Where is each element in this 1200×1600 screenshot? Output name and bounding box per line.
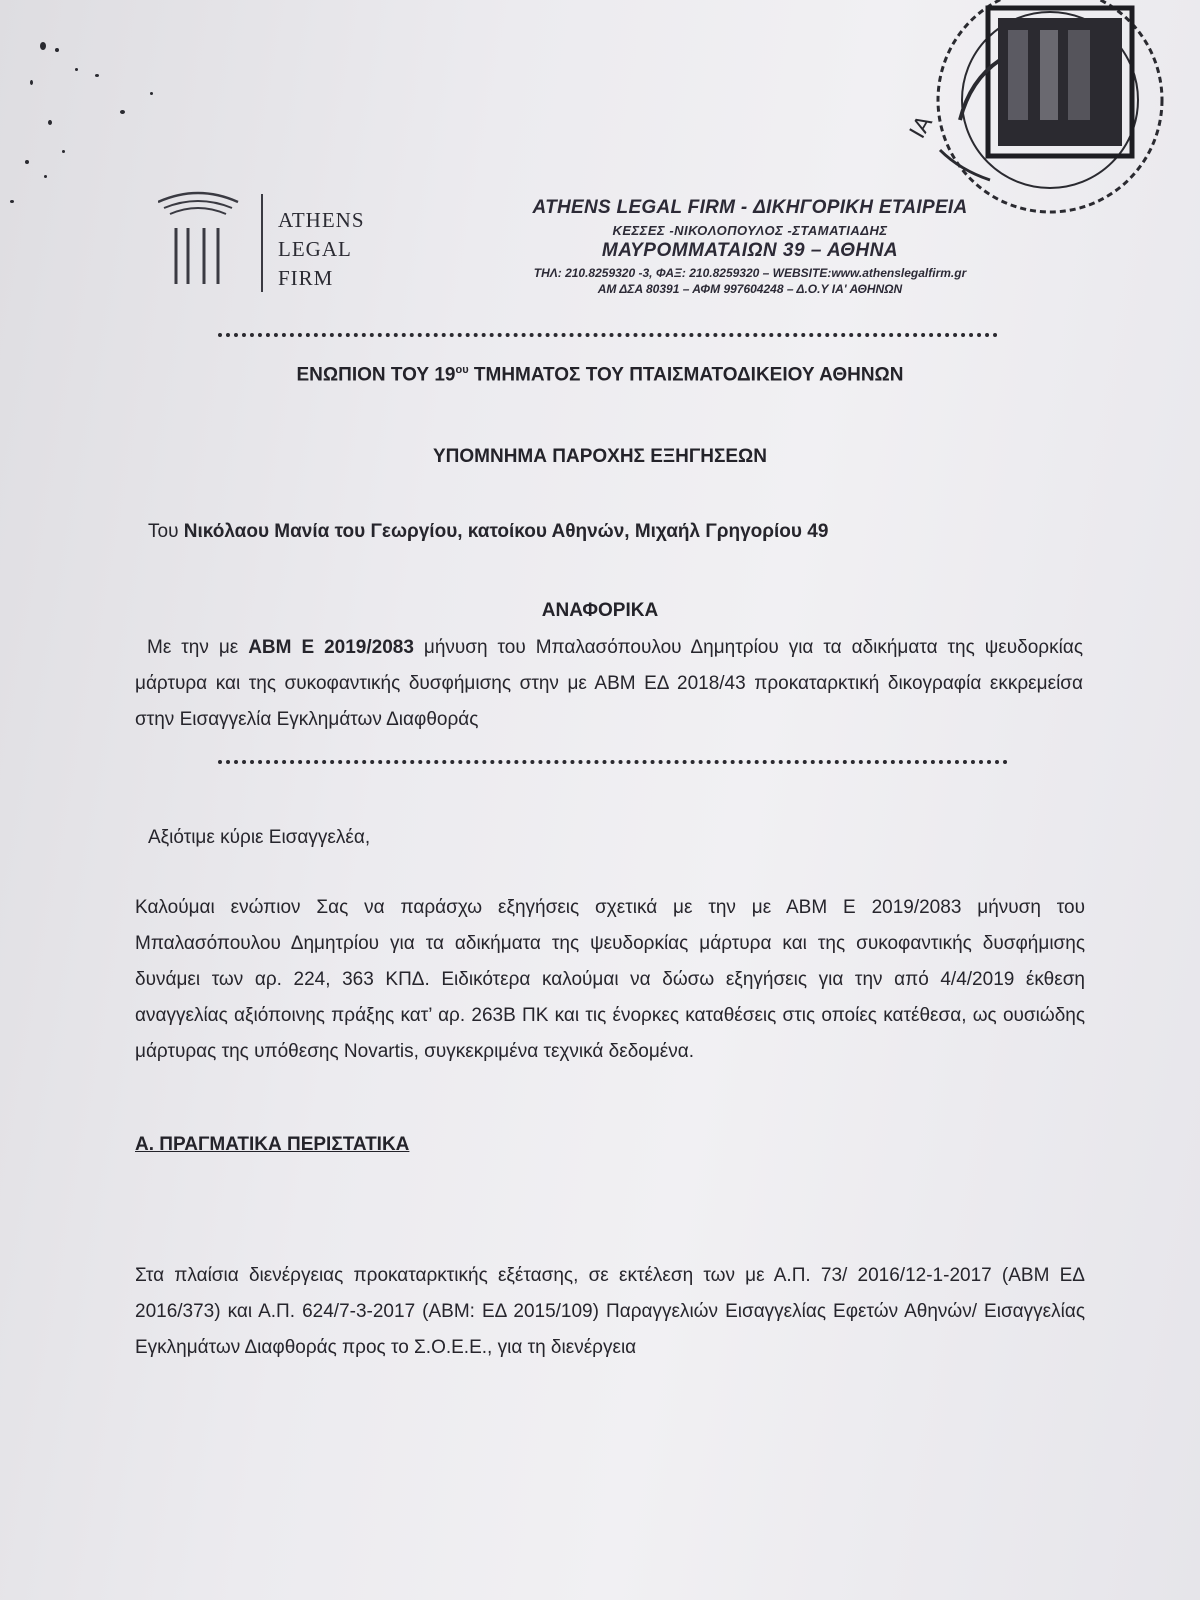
reference-divider — [218, 760, 1008, 764]
logo-line-2: LEGAL — [278, 237, 352, 261]
reference-paragraph — [135, 630, 1083, 738]
reference-pre: Με την με — [147, 637, 249, 658]
paragraph-explanations-text: Καλούμαι ενώπιον Σας να παράσχω εξηγήσεις σχετικά με την με ΑΒΜ Ε 2019/2083 μήνυση του Μπαλασόπουλου Δημητρίου για τα αδικήματα της ψευδορκίας μάρτυρα και της συκοφαντικής δυσφήμισης δυνάμει των αρ. 224, 363 ΚΠΔ. Ειδικότερα καλούμαι να δώσω εξηγήσεις για την από 4/4/2019 έκθεση αναγγελίας αξιόποινης πράξης κατ’ αρ. 263Β ΠΚ και τις ένορκες καταθέσεις στις οποίες κατέθεσα, ως ουσιώδης μάρτυρας της υπόθεσης Novartis, συγκεκριμένα τεχνικά δεδομένα. — [135, 897, 1085, 1062]
court-heading — [0, 364, 1200, 386]
svg-text:ΙΑ: ΙΑ — [905, 111, 938, 143]
paragraph-explanations — [135, 890, 1085, 1070]
court-heading-post: ΤΜΗΜΑΤΟΣ ΤΟΥ ΠΤΑΙΣΜΑΤΟΔΙΚΕΙΟΥ ΑΘΗΝΩΝ — [468, 364, 904, 386]
document-title: ΥΠΟΜΝΗΜΑ ΠΑΡΟΧΗΣ ΕΞΗΓΗΣΕΩΝ — [432, 446, 768, 467]
firm-name: ATHENS LEGAL FIRM - ΔΙΚΗΓΟΡΙΚΗ ΕΤΑΙΡΕΙΑ — [532, 197, 968, 218]
letterhead — [470, 197, 1030, 296]
court-heading-sup: ου — [455, 364, 469, 376]
logo-line-3: FIRM — [278, 266, 334, 290]
official-stamp — [900, 0, 1200, 230]
party-name: Νικόλαου Μανία του Γεωργίου, κατοίκου Αθηνών, Μιχαήλ Γρηγορίου 49 — [183, 521, 829, 542]
reference-heading: ΑΝΑΦΟΡΙΚΑ — [541, 600, 659, 621]
reference-post: μήνυση του Μπαλασόπουλου Δημητρίου για τα αδικήματα της ψευδορκίας μάρτυρα και της συκοφαντικής δυσφήμισης στην με ΑΒΜ ΕΔ 2018/43 προκαταρκτική δικογραφία εκκρεμείσα στην Εισαγγελία Εγκλημάτων Διαφθοράς — [135, 637, 1083, 730]
party-line — [148, 514, 1098, 550]
paragraph-facts-text: Στα πλαίσια διενέργειας προκαταρκτικής εξέτασης, σε εκτέλεση των με Α.Π. 73/ 2016/12-1-2017 (ΑΒΜ ΕΔ 2016/373) και Α.Π. 624/7-3-2017 (ΑΒΜ: ΕΔ 2015/109) Παραγγελιών Εισαγγελίας Εφετών Αθηνών/ Εισαγγελίας Εγκλημάτων Διαφθοράς προς το Σ.Ο.Ε.Ε., για τη διενέργεια — [135, 1265, 1085, 1358]
firm-registration: ΑΜ ΔΣΑ 80391 – ΑΦΜ 997604248 – Δ.Ο.Υ ΙΑ' ΑΘΗΝΩΝ — [597, 282, 903, 296]
reference-number: ΑΒΜ Ε 2019/2083 — [248, 637, 414, 658]
court-heading-pre: ΕΝΩΠΙΟΝ ΤΟΥ 19 — [296, 364, 456, 386]
salutation: Αξιότιμε κύριε Εισαγγελέα, — [148, 827, 371, 848]
header-divider — [218, 333, 998, 337]
section-a-heading: Α. ΠΡΑΓΜΑΤΙΚΑ ΠΕΡΙΣΤΑΤΙΚΑ — [135, 1134, 410, 1155]
paragraph-facts — [135, 1258, 1085, 1366]
party-prefix: Του — [148, 521, 184, 542]
logo-line-1: ATHENS — [278, 208, 365, 232]
firm-partners: ΚΕΣΣΕΣ -ΝΙΚΟΛΟΠΟΥΛΟΣ -ΣΤΑΜΑΤΙΑΔΗΣ — [612, 223, 888, 238]
firm-contact: ΤΗΛ: 210.8259320 -3, ΦΑΞ: 210.8259320 – WEBSITE:www.athenslegalfirm.gr — [533, 266, 967, 280]
logo-wordmark — [278, 206, 365, 293]
firm-address: ΜΑΥΡΟΜΜΑΤΑΙΩΝ 39 – ΑΘΗΝΑ — [601, 240, 899, 261]
